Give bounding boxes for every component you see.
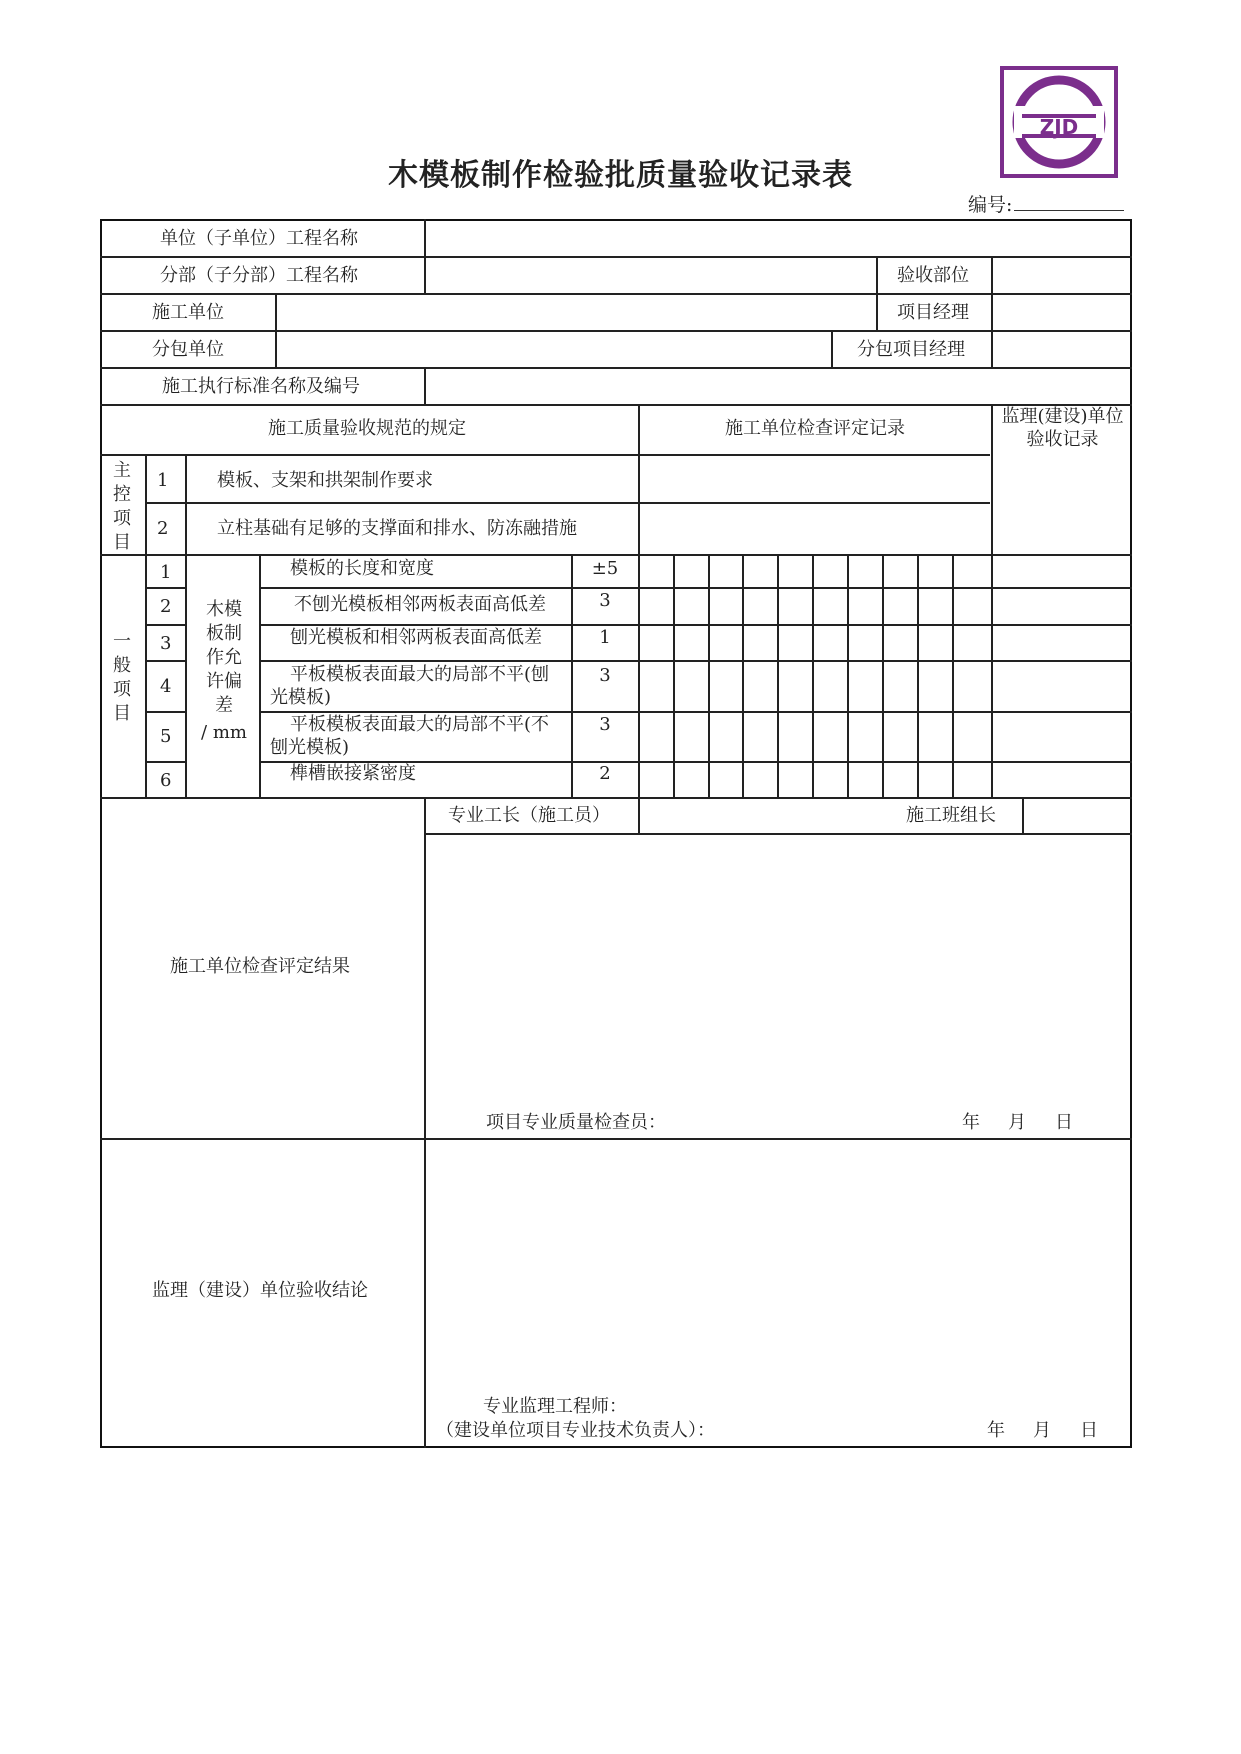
general-no-4: 4 [160,676,172,697]
grid-line [100,293,1132,295]
general-tol-6: 2 [599,763,611,784]
grid-line [100,256,1132,258]
general-no-3: 3 [160,633,172,654]
grid-line [991,330,993,367]
grid-line [708,554,710,797]
subcontract-unit-label: 分包单位 [152,339,224,360]
grid-line [145,502,990,504]
tolerance-group-label: 木模板制作允许偏差 [206,599,242,716]
unit-project-name-label: 单位（子单位）工程名称 [160,228,358,249]
supervision-conclusion-label: 监理（建设）单位验收结论 [152,1280,368,1301]
main-control-no-2: 2 [157,518,169,539]
grid-line [991,404,993,797]
general-item-3: 刨光模板和相邻两板表面高低差 [290,627,542,648]
supervision-engineer-label: 专业监理工程师： [483,1396,627,1417]
general-item-1: 模板的长度和宽度 [290,558,434,579]
inspection-location-label: 验收部位 [897,265,969,286]
grid-line [638,797,640,833]
general-item-5: 平板模板表面最大的局部不平(不刨光模板) [270,714,550,758]
general-tol-1: ±5 [591,558,619,579]
grid-line [876,256,878,293]
general-tol-5: 3 [599,714,611,735]
general-label: 一般项目 [113,631,131,724]
general-tol-3: 1 [599,627,611,648]
project-manager-label: 项目经理 [897,302,969,323]
general-item-2: 不刨光模板相邻两板表面高低差 [294,594,546,615]
general-no-1: 1 [160,562,172,583]
grid-line [952,554,954,797]
grid-line [145,624,185,626]
general-tol-2: 3 [599,590,611,611]
general-no-5: 5 [160,726,172,747]
grid-line [100,367,1132,369]
foreman-label: 专业工长（施工员） [448,805,610,826]
grid-line [100,797,1132,799]
general-item-6: 榫槽嵌接紧密度 [290,763,416,784]
grid-line [259,624,1132,626]
supervision-day: 日 [1080,1420,1098,1441]
grid-line [917,554,919,797]
construction-result-label: 施工单位检查评定结果 [170,956,350,977]
grid-line [882,554,884,797]
construction-unit-label: 施工单位 [152,302,224,323]
owner-rep-label: （建设单位项目专业技术负责人）： [436,1420,715,1441]
grid-line [831,330,833,367]
grid-line [145,454,147,797]
grid-line [777,554,779,797]
grid-line [145,587,185,589]
general-no-2: 2 [160,596,172,617]
subcontract-manager-label: 分包项目经理 [857,339,965,360]
grid-line [145,660,185,662]
supervision-column-header: 监理(建设)单位验收记录 [1001,406,1124,450]
grid-line [259,711,1132,713]
grid-line [742,554,744,797]
general-tol-4: 3 [599,665,611,686]
grid-line [991,256,993,293]
grid-line [100,454,990,456]
grid-line [673,554,675,797]
spec-column-header: 施工质量验收规范的规定 [268,418,466,439]
general-item-4: 平板模板表面最大的局部不平(刨光模板) [270,664,550,708]
grid-line [275,330,277,367]
tolerance-unit-label: / mm [201,722,247,743]
supervision-month: 月 [1033,1420,1051,1441]
logo-text: ZJD [1039,115,1079,139]
grid-line [100,330,1132,332]
inspector-year: 年 [962,1112,980,1133]
grid-line [424,256,426,293]
serial-number [968,190,1124,217]
inspector-day: 日 [1055,1112,1073,1133]
grid-line [424,219,426,256]
main-control-item-1: 模板、支架和拱架制作要求 [217,470,433,491]
grid-line [876,293,878,330]
grid-line [275,293,277,330]
page-title: 木模板制作检验批质量验收记录表 [388,158,853,193]
grid-line [100,554,1132,556]
main-control-no-1: 1 [157,470,169,491]
grid-line [185,454,187,797]
standard-label: 施工执行标准名称及编号 [162,376,360,397]
grid-line [145,761,185,763]
main-control-item-2: 立柱基础有足够的支撑面和排水、防冻融措施 [217,518,577,539]
inspector-month: 月 [1008,1112,1026,1133]
grid-line [847,554,849,797]
serial-field[interactable] [1014,210,1124,211]
division-project-name-label: 分部（子分部）工程名称 [160,265,358,286]
serial-label: 编号: [968,194,1013,216]
grid-line [145,711,185,713]
grid-line [259,660,1132,662]
grid-line [638,404,640,797]
team-leader-label: 施工班组长 [906,805,996,826]
grid-line [100,404,1132,406]
grid-line [259,587,1132,589]
grid-line [812,554,814,797]
grid-line [259,554,261,797]
main-control-label: 主控项目 [113,460,131,553]
grid-line [424,797,426,1448]
record-column-header: 施工单位检查评定记录 [725,418,905,439]
grid-line [424,833,1132,835]
quality-inspector-label: 项目专业质量检查员： [486,1112,666,1133]
general-no-6: 6 [160,770,172,791]
supervision-year: 年 [987,1420,1005,1441]
grid-line [100,1138,1132,1140]
grid-line [1022,797,1024,833]
grid-line [424,367,426,404]
grid-line [991,293,993,330]
grid-line [571,554,573,797]
